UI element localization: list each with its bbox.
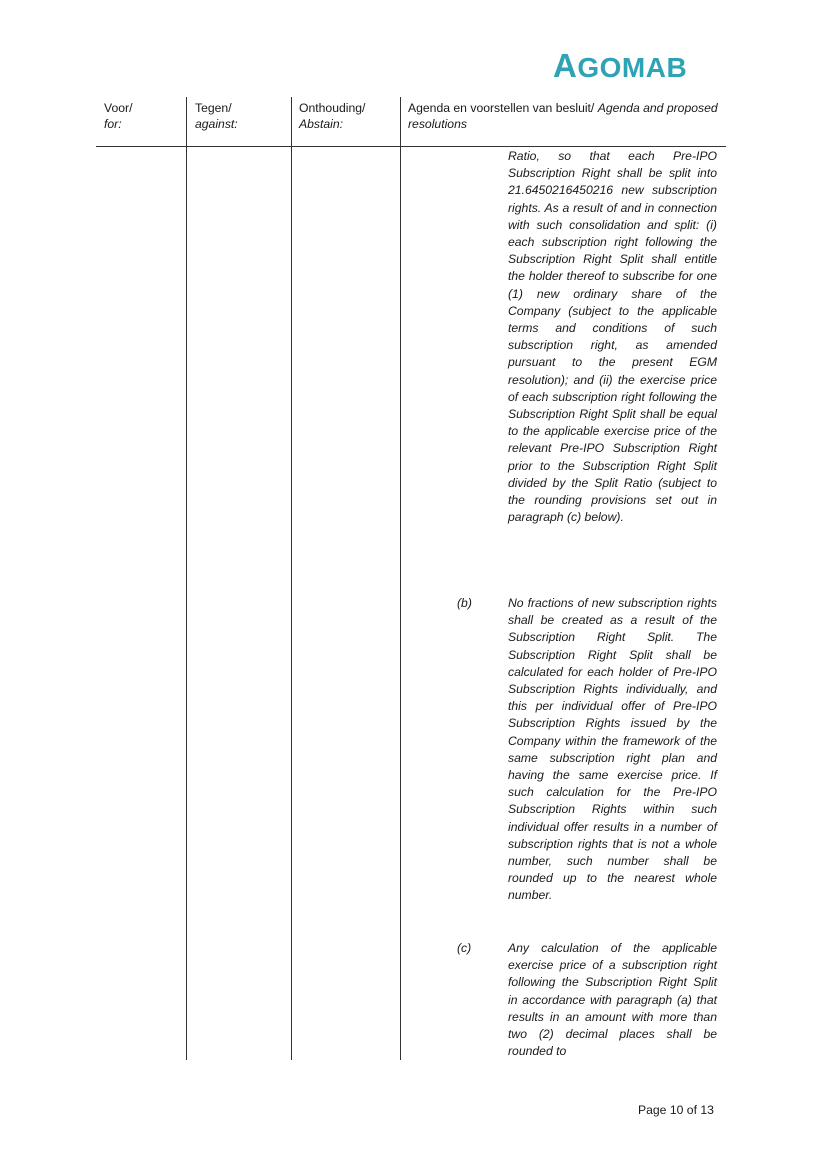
header-col-agenda: [408, 101, 718, 132]
agomab-logo: AGOMAB: [553, 47, 688, 84]
header-for-en: for:: [104, 116, 122, 131]
item-text-c: Any calculation of the applicable exercise price of a subscription right following the Subscription Right Split in accordance with paragraph (a) that results in an amount with more than two (2) decimal places shall be rounded to: [508, 941, 717, 1059]
continuation-paragraph: Ratio, so that each Pre-IPO Subscription Right shall be split into 21.6450216450216 new subscription rights. As a result of and in connection with such consolidation and split: (i) each subscription right following the Subscription Right Split shall entitle the holder thereof to subscribe for one (1) new ordinary share of the Company (subject to the applicable terms and conditions of such subscription right, as amended pursuant to the present EGM resolution); and (ii) the exercise price of each subscription right following the Subscription Right Split shall be equal to the applicable exercise price of the relevant Pre-IPO Subscription Right prior to the Subscription Right Split divided by the Split Ratio (subject to the rounding provisions set out in paragraph (c) below).: [508, 149, 717, 525]
header-abstain-nl: Onthouding/: [299, 101, 366, 115]
item-label-b: (b): [457, 596, 472, 610]
item-text-b: No fractions of new subscription rights shall be created as a result of the Subscription Right Split. The Subscription Right Split shall be calculated for each holder of Pre-IPO Subscription Rights individually, and this per individual offer of Pre-IPO Subscription Rights issued by the Company within the framework of the same subscription right plan and having the same exercise price. If such calculation for the Pre-IPO Subscription Rights within such individual offer results in a number of subscription rights that is not a whole number, such number shall be rounded up to the nearest whole number.: [508, 596, 717, 903]
header-against-nl: Tegen/: [195, 101, 232, 115]
header-divider: [96, 146, 726, 147]
header-col-against: [195, 101, 238, 132]
header-agenda-nl: Agenda en voorstellen van besluit/: [408, 101, 595, 115]
column-divider-1: [186, 97, 187, 1060]
page-number: Page 10 of 13: [638, 1103, 714, 1117]
column-divider-2: [291, 97, 292, 1060]
header-agenda-en: Agenda and proposed resolutions: [408, 101, 718, 131]
item-label-c: (c): [457, 941, 472, 955]
header-for-nl: Voor/: [104, 101, 133, 115]
column-divider-3: [400, 97, 401, 1060]
header-abstain-en: Abstain:: [299, 116, 344, 131]
header-col-abstain: [299, 101, 365, 132]
header-against-en: against:: [195, 116, 238, 131]
header-col-for: [104, 101, 132, 132]
